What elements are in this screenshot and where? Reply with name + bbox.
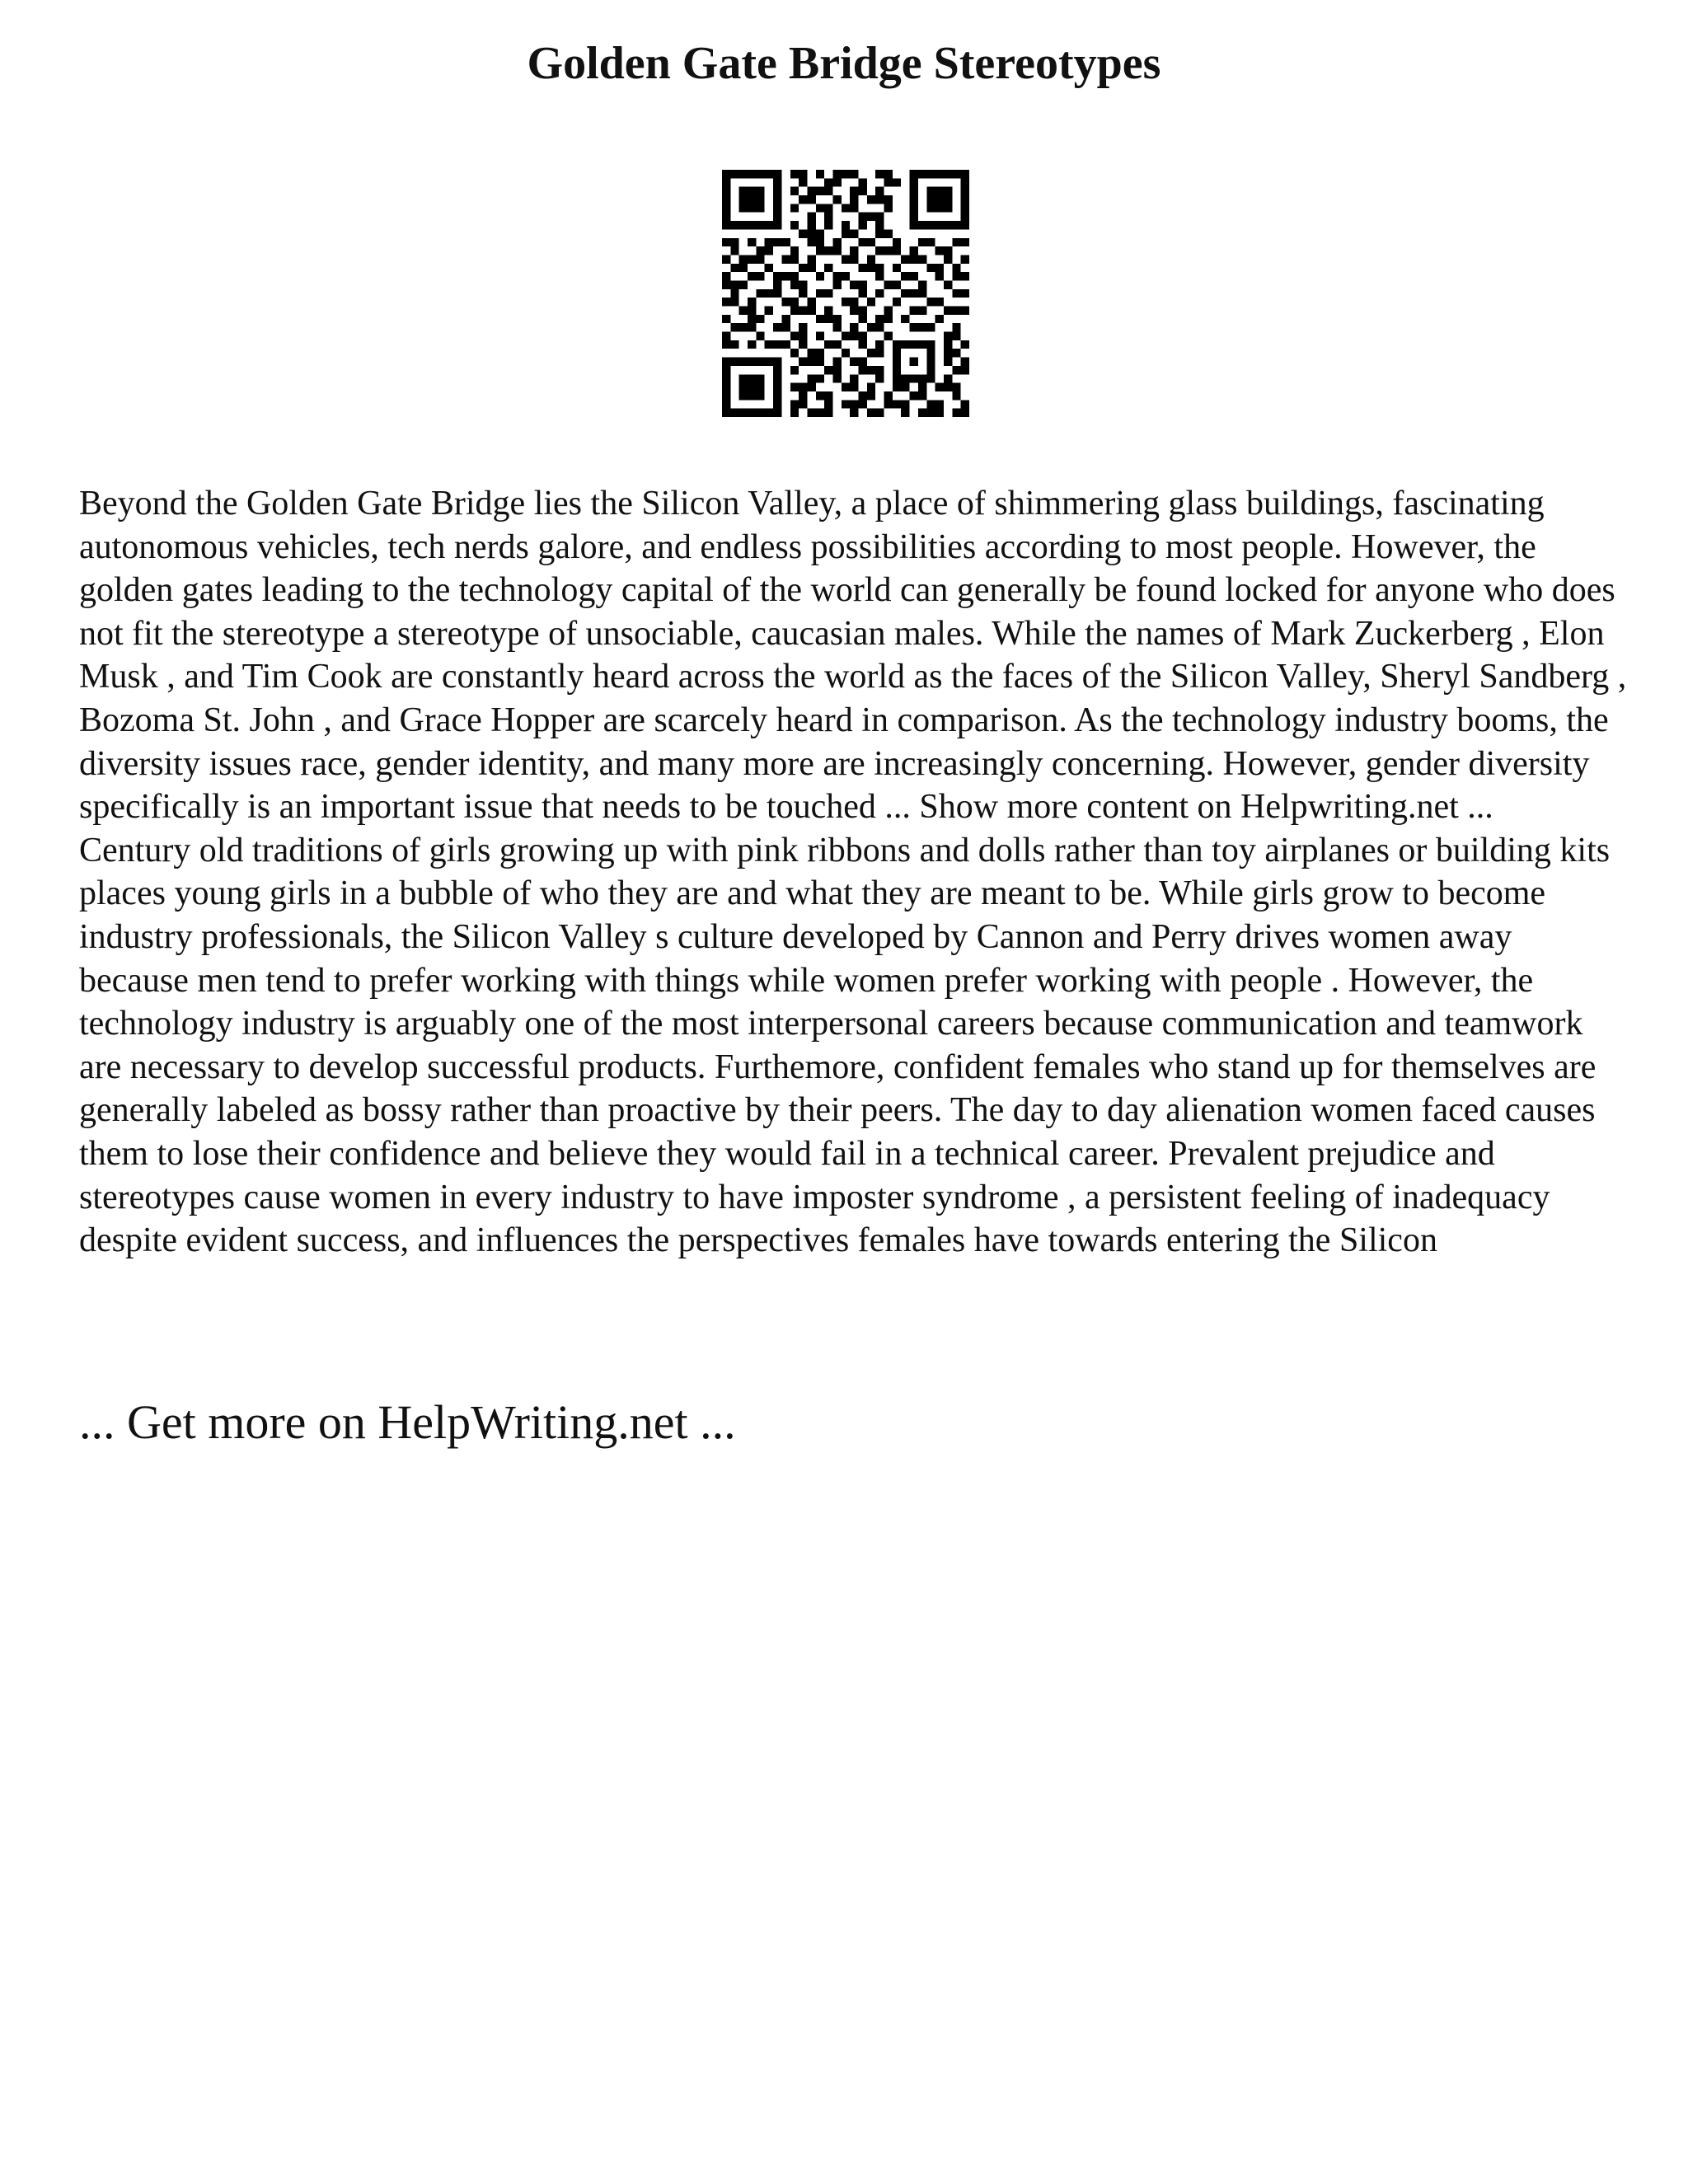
article-body bbox=[79, 482, 1629, 1263]
qr-code-icon bbox=[722, 170, 969, 417]
get-more-link[interactable]: ... Get more on HelpWriting.net ... bbox=[79, 1395, 736, 1449]
qr-code-image bbox=[722, 170, 969, 417]
body-paragraph-1: Beyond the Golden Gate Bridge lies the Silicon Valley, a place of shimmering glass buildings, fascinating autonomous vehicles, tech nerds galore, and endless possibilities according to most people. However, the golden gates leading to the technology capital of the world can generally be found locked for anyone who does not fit the stereotype a stereotype of unsociable, caucasian males. While the names of Mark Zuckerberg , Elon Musk , and Tim Cook are constantly heard across the world as the faces of the Silicon Valley, Sheryl Sandberg , Bozoma St. John , and Grace Hopper are scarcely heard in comparison. As the technology industry booms, the diversity issues race, gender identity, and many more are increasingly concerning. However, gender diversity specifically is an important issue that needs to be touched ... Show more content on Helpwriting.net ... bbox=[79, 485, 1627, 827]
page-title: Golden Gate Bridge Stereotypes bbox=[527, 38, 1161, 89]
body-paragraph-2: Century old traditions of girls growing up with pink ribbons and dolls rather than toy airplanes or building kits places young girls in a bubble of who they are and what they are meant to be. While girls grow to become industry professionals, the Silicon Valley s culture developed by Cannon and Perry drives women away because men tend to prefer working with things while women prefer working with people . However, the technology industry is arguably one of the most interpersonal careers because communication and teamwork are necessary to develop successful products. Furthemore, confident females who stand up for themselves are generally labeled as bossy rather than proactive by their peers. The day to day alienation women faced causes them to lose their confidence and believe they would fail in a technical career. Prevalent prejudice and stereotypes cause women in every industry to have imposter syndrome , a persistent feeling of inadequacy despite evident success, and influences the perspectives females have towards entering the Silicon bbox=[79, 831, 1611, 1260]
